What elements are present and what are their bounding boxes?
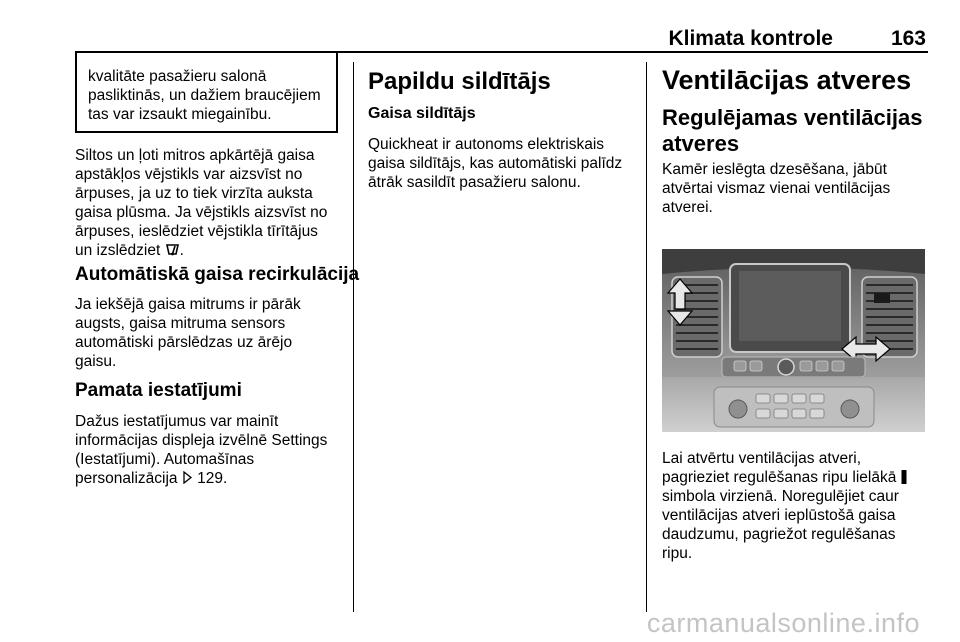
- bar-symbol-icon: [901, 468, 907, 487]
- page-number: 163: [890, 27, 926, 50]
- heading-auto-recirculation: Automātiskā gaisa recirkulācija: [75, 264, 360, 285]
- subheading-air-heater: Gaisa sildītājs: [368, 105, 476, 122]
- heading-basic-settings: Pamata iestatījumi: [75, 380, 242, 401]
- notice-text: kvalitāte pasažieru salonā pasliktinās, un dažiem braucējiem tas var izsaukt miegainību.: [88, 68, 321, 123]
- column-divider-left: [353, 62, 354, 612]
- heading-auxiliary-heater: Papildu sildītājs: [368, 68, 551, 95]
- dashboard-vents-photo: [662, 249, 925, 432]
- paragraph-cooling-vent: Kamēr ieslēgta dzesēšana, jābūt atvērtai vismaz vienai ventilācijas atverei.: [662, 161, 891, 216]
- paragraph-settings-text: Dažus iestatījumus var mainīt informācijas displeja izvēlnē Settings (Iestatījumi). Automašīnas personalizācija: [75, 413, 328, 487]
- page-reference-arrow-icon: [182, 469, 193, 488]
- paragraph-open-vent-text: Lai atvērtu ventilācijas atveri, pagrieziet regulēšanas ripu lielākā: [662, 450, 897, 486]
- continued-notice-box: [75, 53, 338, 133]
- running-header-title: Klimata kontrole: [668, 27, 833, 50]
- column-divider-right: [646, 62, 647, 612]
- paragraph-settings: [75, 412, 350, 488]
- paragraph-open-vent-rest: simbola virzienā. Noregulējiet caur ventilācijas atveri ieplūstošā gaisa daudzumu, pagriežot regulēšanas ripu.: [662, 488, 899, 562]
- paragraph-humidity: Ja iekšējā gaisa mitrums ir pārāk augsts, gaisa mitruma sensors automātiski pārslēdzas uz ārējo gaisu.: [75, 296, 301, 370]
- paragraph-fogging: [75, 146, 350, 260]
- subheading-adjustable-vents: Regulējamas ventilācijas atveres: [662, 105, 923, 156]
- paragraph-fogging-text: Siltos un ļoti mitros apkārtējā gaisa apstākļos vējstikls var aizsvīst no ārpuses, ja uz to tiek virzīta auksta gaisa plūsma. Ja vējstikls aizsvīst no ārpuses, ieslēdziet vējstikla tīrītājus un izslēdziet: [75, 147, 328, 259]
- page-reference-link[interactable]: 129.: [197, 470, 228, 487]
- paragraph-open-vent: [662, 449, 937, 563]
- heading-air-vents: Ventilācijas atveres: [662, 65, 912, 95]
- paragraph-quickheat: Quickheat ir autonoms elektriskais gaisa sildītājs, kas automātiski palīdz ātrāk sasildīt pasažieru salonu.: [368, 136, 623, 191]
- windscreen-wiper-icon: [165, 241, 180, 260]
- watermark: carmanualsonline.info: [646, 608, 920, 638]
- paragraph-fogging-end: .: [179, 242, 184, 259]
